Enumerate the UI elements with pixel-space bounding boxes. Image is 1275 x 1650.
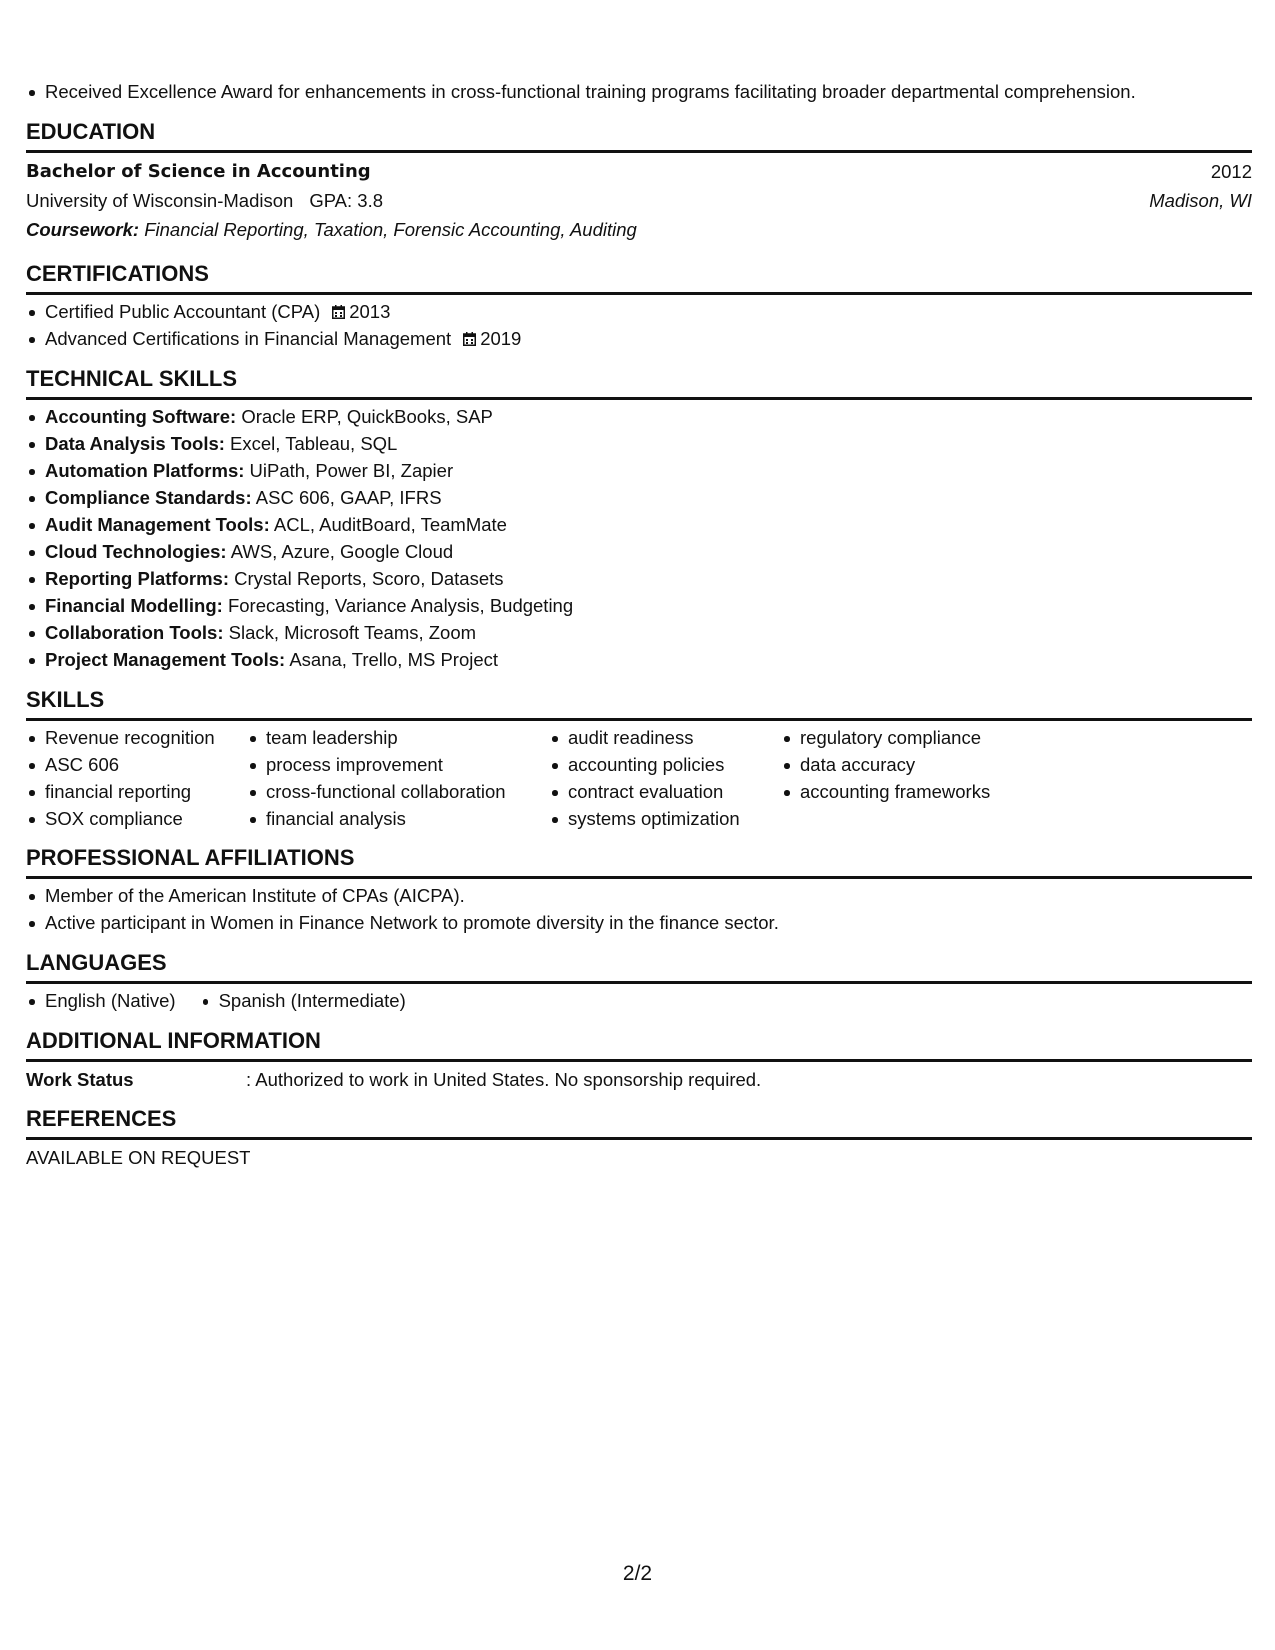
section-title: REFERENCES (26, 1104, 1252, 1140)
calendar-icon (463, 332, 476, 346)
coursework-list: Financial Reporting, Taxation, Forensic Accounting, Auditing (144, 219, 637, 240)
technical-skill-item (26, 565, 1252, 592)
additional-info-section (26, 1026, 1252, 1095)
coursework-label: Coursework: (26, 219, 140, 240)
section-title: EDUCATION (26, 117, 1252, 153)
certifications-list (26, 298, 1252, 352)
skill-item: SOX compliance (26, 805, 239, 832)
section-title: PROFESSIONAL AFFILIATIONS (26, 843, 1252, 879)
section-title: TECHNICAL SKILLS (26, 364, 1252, 400)
skill-values: ACL, AuditBoard, TeamMate (273, 514, 507, 535)
skill-values: UiPath, Power BI, Zapier (249, 460, 454, 481)
skill-values: Slack, Microsoft Teams, Zoom (228, 622, 477, 643)
languages-list (26, 987, 1252, 1014)
references-text: AVAILABLE ON REQUEST (26, 1147, 251, 1168)
education-section (26, 117, 1252, 245)
certification-item (26, 325, 1252, 352)
technical-skill-item (26, 457, 1252, 484)
skills-grid (26, 724, 1252, 832)
skill-values: Oracle ERP, QuickBooks, SAP (241, 406, 493, 427)
references-section (26, 1104, 1252, 1173)
skill-values: Asana, Trello, MS Project (289, 649, 499, 670)
skill-category: Data Analysis Tools: (45, 433, 225, 454)
skills-column (549, 724, 773, 832)
degree-row (26, 156, 1252, 187)
school-name: University of Wisconsin-Madison (26, 190, 294, 211)
affiliation-item: Active participant in Women in Finance Network to promote diversity in the finance sector. (26, 909, 1252, 936)
section-title: CERTIFICATIONS (26, 259, 1252, 295)
skill-category: Project Management Tools: (45, 649, 286, 670)
skill-values: Forecasting, Variance Analysis, Budgeting (227, 595, 574, 616)
calendar-icon (332, 305, 345, 319)
section-title: SKILLS (26, 685, 1252, 721)
gpa: GPA: 3.8 (309, 190, 384, 211)
skill-item: financial reporting (26, 778, 239, 805)
school-row (26, 187, 1252, 215)
technical-skill-item (26, 511, 1252, 538)
skill-category: Collaboration Tools: (45, 622, 224, 643)
skill-category: Financial Modelling: (45, 595, 223, 616)
technical-skill-item (26, 592, 1252, 619)
certification-year: 2019 (480, 328, 522, 349)
skill-category: Audit Management Tools: (45, 514, 270, 535)
degree-name: Bachelor of Science in Accounting (26, 161, 371, 182)
certification-item (26, 298, 1252, 325)
skill-item: data accuracy (781, 751, 1041, 778)
work-status-row (26, 1065, 1252, 1095)
work-status-value: : Authorized to work in United States. No sponsorship required. (246, 1069, 762, 1090)
skill-category: Reporting Platforms: (45, 568, 229, 589)
section-title: ADDITIONAL INFORMATION (26, 1026, 1252, 1062)
skill-item: process improvement (247, 751, 541, 778)
section-title: LANGUAGES (26, 948, 1252, 984)
skill-values: Crystal Reports, Scoro, Datasets (234, 568, 504, 589)
skills-column (26, 724, 239, 832)
list-item: Received Excellence Award for enhancements in cross-functional training programs facilitating broader departmental comprehension. (26, 78, 1252, 105)
certification-year: 2013 (349, 301, 391, 322)
skill-item: cross-functional collaboration (247, 778, 541, 805)
skill-category: Automation Platforms: (45, 460, 245, 481)
skill-item: ASC 606 (26, 751, 239, 778)
technical-skill-item (26, 619, 1252, 646)
skills-column (247, 724, 541, 832)
technical-skills-list (26, 403, 1252, 673)
technical-skill-item (26, 430, 1252, 457)
certification-name: Certified Public Accountant (CPA) (45, 301, 321, 322)
skill-category: Compliance Standards: (45, 487, 252, 508)
skill-item: contract evaluation (549, 778, 773, 805)
skill-item: financial analysis (247, 805, 541, 832)
skill-item: Revenue recognition (26, 724, 239, 751)
skills-column (781, 724, 1041, 832)
certifications-section (26, 259, 1252, 352)
page-number: 2/2 (622, 1562, 653, 1585)
certification-name: Advanced Certifications in Financial Management (45, 328, 452, 349)
languages-section (26, 948, 1252, 1014)
skill-item: accounting frameworks (781, 778, 1041, 805)
language-item: English (Native) (26, 987, 176, 1014)
graduation-year: 2012 (1210, 161, 1252, 182)
skill-values: AWS, Azure, Google Cloud (230, 541, 454, 562)
skill-values: Excel, Tableau, SQL (230, 433, 398, 454)
technical-skill-item (26, 538, 1252, 565)
skill-category: Cloud Technologies: (45, 541, 227, 562)
technical-skills-section (26, 364, 1252, 673)
affiliation-item: Member of the American Institute of CPAs (AICPA). (26, 882, 1252, 909)
skill-item: team leadership (247, 724, 541, 751)
resume-page (26, 78, 1252, 1173)
skill-item: audit readiness (549, 724, 773, 751)
technical-skill-item (26, 403, 1252, 430)
skill-item: systems optimization (549, 805, 773, 832)
affiliations-section (26, 843, 1252, 936)
skills-section (26, 685, 1252, 832)
coursework-row (26, 215, 1252, 245)
technical-skill-item (26, 646, 1252, 673)
language-item: Spanish (Intermediate) (200, 987, 406, 1014)
work-status-label: Work Status (26, 1069, 134, 1090)
affiliations-list (26, 882, 1252, 936)
skill-item: accounting policies (549, 751, 773, 778)
skill-item: regulatory compliance (781, 724, 1041, 751)
skill-category: Accounting Software: (45, 406, 237, 427)
carryover-list (26, 78, 1252, 105)
skill-values: ASC 606, GAAP, IFRS (255, 487, 442, 508)
school-location: Madison, WI (1149, 190, 1252, 211)
technical-skill-item (26, 484, 1252, 511)
